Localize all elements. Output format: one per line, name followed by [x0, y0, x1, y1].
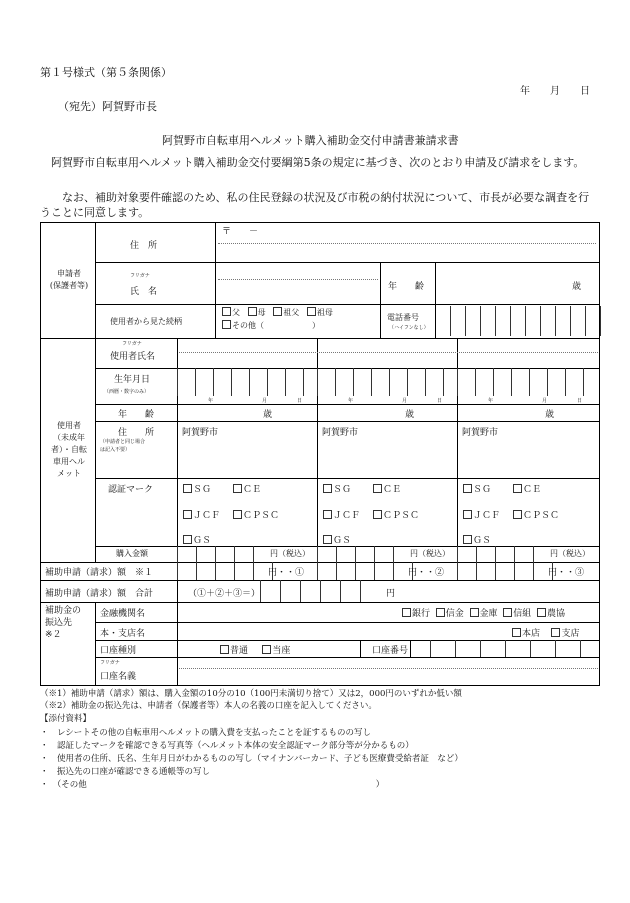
attachment-item: ・ 使用者の住所、氏名、生年月日がわかるものの写し（マイナンバーカード、子ども医療費受給者証 など） — [40, 754, 463, 764]
form-number: 第１号様式（第５条関係） — [40, 66, 172, 79]
branch-office-checkbox[interactable]: 支店 — [551, 629, 579, 639]
user-address-label: 住 所 — [118, 428, 155, 438]
user-furigana-label: フリガナ — [122, 341, 142, 347]
total-amount-cells[interactable] — [260, 580, 380, 602]
cert-ce-checkbox[interactable]: ＣＥ — [513, 482, 541, 495]
holder-furigana-label: フリガナ — [100, 660, 120, 666]
user-age-2[interactable]: 歳 — [405, 410, 415, 420]
attachment-item: ・ 振込先の口座が確認できる通帳等の写し — [40, 767, 211, 777]
cert-gs-checkbox[interactable]: ＧＳ — [323, 533, 351, 546]
cert-mark-label: 認証マーク — [108, 485, 154, 495]
intro-paragraph-1: 阿賀野市自転車用ヘルメット購入補助金交付要綱第5条の規定に基づき、次のとおり申請及び請求をします。 — [51, 156, 585, 169]
shinkumi-checkbox[interactable]: 信組 — [503, 609, 531, 619]
date-line[interactable]: 年 月 日 — [520, 86, 590, 97]
head-office-checkbox[interactable]: 本店 — [512, 629, 540, 639]
cert-sg-checkbox[interactable]: ＳＧ — [463, 482, 491, 495]
addressee: （宛先）阿賀野市長 — [58, 100, 157, 113]
phone-number-cells[interactable] — [450, 306, 601, 336]
cert-jcf-checkbox[interactable]: ＪＣＦ — [323, 508, 360, 521]
user-age-label: 年 齢 — [118, 410, 155, 420]
cert-jcf-checkbox[interactable]: ＪＣＦ — [183, 508, 220, 521]
cert-jcf-checkbox[interactable]: ＪＣＦ — [463, 508, 500, 521]
user-address-note: （申請者と同じ場合 は記入不要） — [100, 439, 146, 453]
branch-type-options — [512, 626, 579, 639]
total-formula: （①＋②＋③＝） — [188, 589, 261, 599]
note-2: （※2）補助金の振込先は、申請者（保護者等）本人の名義の口座を記入してください。 — [40, 701, 377, 711]
intro-paragraph-2: なお、補助対象要件確認のため、私の住民登録の状況及び市税の納付状況について、市長が必要な調査を行うことに同意します。 — [40, 191, 590, 219]
cert-gs-checkbox[interactable]: ＧＳ — [463, 533, 491, 546]
birth-note: （西暦・数字のみ） — [104, 389, 150, 395]
request-amount-3[interactable]: 円・・③ — [548, 568, 585, 578]
institution-type-options — [402, 606, 565, 619]
birth-day-unit: 日 — [437, 398, 443, 404]
relation-grandfather-checkbox[interactable]: 祖父 — [273, 308, 299, 317]
bank-checkbox[interactable]: 銀行 — [402, 609, 430, 619]
attachments-title: 【添付資料】 — [40, 714, 92, 724]
user-address-3[interactable]: 阿賀野市 — [462, 428, 499, 438]
cert-cpsc-checkbox[interactable]: ＣＰＳＣ — [513, 508, 559, 521]
cert-sg-checkbox[interactable]: ＳＧ — [323, 482, 351, 495]
phone-note: （ハイフンなし） — [389, 325, 429, 331]
ordinary-account-checkbox[interactable]: 普通 — [220, 646, 248, 656]
phone-label: 電話番号 — [387, 313, 419, 322]
account-type-options — [220, 643, 290, 656]
relation-mother-checkbox[interactable]: 母 — [248, 308, 266, 317]
user-age-1[interactable]: 歳 — [263, 410, 273, 420]
relation-options — [222, 307, 333, 318]
cert-gs-checkbox[interactable]: ＧＳ — [183, 533, 211, 546]
cert-ce-checkbox[interactable]: ＣＥ — [373, 482, 401, 495]
cert-sg-checkbox[interactable]: ＳＧ — [183, 482, 211, 495]
account-number-label: 口座番号 — [372, 646, 409, 656]
price-unit-3[interactable]: 円（税込） — [550, 549, 590, 558]
kinko-checkbox[interactable]: 金庫 — [470, 609, 498, 619]
birth-day-unit: 日 — [577, 398, 583, 404]
birth-month-unit: 月 — [402, 398, 408, 404]
attachment-item: ・ 認証したマークを確認できる写真等（ヘルメット本体の安全認証マーク部分等が分かるもの） — [40, 741, 414, 751]
cert-ce-checkbox[interactable]: ＣＥ — [233, 482, 261, 495]
price-unit-1[interactable]: 円（税込） — [270, 549, 310, 558]
birth-year-unit: 年 — [348, 398, 354, 404]
user-section-label: 使用者 （未成年 者）・自転 車用ヘル メット — [51, 421, 87, 478]
total-amount-label: 補助申請（請求）額 合計 — [45, 589, 154, 599]
birth-day-unit: 日 — [297, 398, 303, 404]
institution-label: 金融機関名 — [100, 609, 146, 619]
applicant-section-label: 申請者 (保護者等) — [49, 269, 89, 290]
cert-cpsc-checkbox[interactable]: ＣＰＳＣ — [233, 508, 279, 521]
user-address-1[interactable]: 阿賀野市 — [182, 428, 219, 438]
price-label: 購入金額 — [116, 549, 148, 558]
price-unit-2[interactable]: 円（税込） — [410, 549, 450, 558]
request-amount-1[interactable]: 円・・① — [268, 568, 305, 578]
applicant-address-label: 住 所 — [130, 241, 158, 251]
attachment-item-other[interactable]: ・ （その他 ） — [40, 780, 385, 790]
total-amount-unit: 円 — [386, 589, 396, 599]
account-type-label: 口座種別 — [100, 646, 137, 656]
postal-code-field[interactable]: 〒 － — [222, 227, 259, 237]
shinkin-checkbox[interactable]: 信金 — [436, 609, 464, 619]
applicant-age-label: 年 齢 — [388, 282, 425, 292]
relation-label: 使用者から見た続柄 — [110, 317, 182, 326]
account-number-cells[interactable] — [430, 640, 605, 657]
applicant-name-label: 氏 名 — [130, 287, 158, 297]
birth-label: 生年月日 — [114, 375, 151, 385]
relation-father-checkbox[interactable]: 父 — [222, 308, 240, 317]
request-amount-label: 補助申請（請求）額 ※１ — [45, 568, 154, 578]
page-title: 阿賀野市自転車用ヘルメット購入補助金交付申請書兼請求書 — [162, 134, 459, 147]
holder-label: 口座名義 — [100, 672, 137, 682]
birth-month-unit: 月 — [542, 398, 548, 404]
request-amount-2[interactable]: 円・・② — [408, 568, 445, 578]
current-account-checkbox[interactable]: 当座 — [262, 646, 290, 656]
applicant-age-unit[interactable]: 歳 — [572, 282, 582, 292]
cert-cpsc-checkbox[interactable]: ＣＰＳＣ — [373, 508, 419, 521]
birth-year-unit: 年 — [208, 398, 214, 404]
birth-month-unit: 月 — [262, 398, 268, 404]
nokyo-checkbox[interactable]: 農協 — [537, 609, 565, 619]
user-age-3[interactable]: 歳 — [545, 410, 555, 420]
note-1: （※1）補助申請（請求）額は、購入金額の10分の10（100円未満切り捨て）又は2，000円のいずれか低い額 — [40, 689, 462, 699]
applicant-furigana-label: フリガナ — [130, 273, 150, 279]
bank-section-label: 補助金の 振込先 ※２ — [45, 606, 82, 640]
user-name-label: 使用者氏名 — [110, 352, 156, 362]
attachment-item: ・ レシートその他の自転車用ヘルメットの購入費を支払ったことを証するものの写し — [40, 728, 372, 738]
relation-grandmother-checkbox[interactable]: 祖母 — [307, 308, 333, 317]
relation-other-checkbox[interactable]: その他（ ） — [222, 320, 320, 331]
birth-year-unit: 年 — [488, 398, 494, 404]
branch-label: 本・支店名 — [100, 629, 146, 639]
user-address-2[interactable]: 阿賀野市 — [322, 428, 359, 438]
